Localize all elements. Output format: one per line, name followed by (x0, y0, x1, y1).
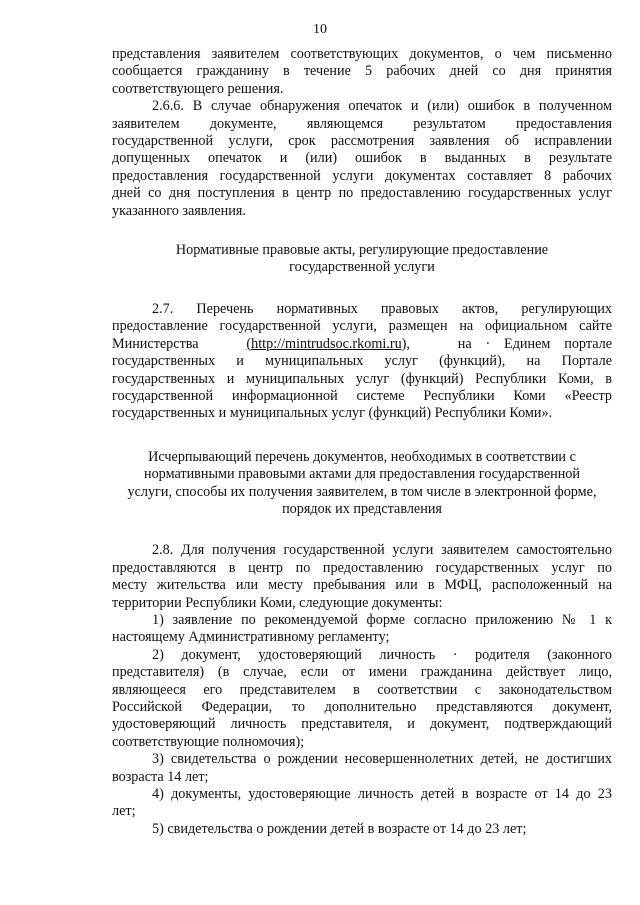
text-line: представителя) (в случае, если от имени гражданина действует лицо, (112, 664, 612, 681)
list-item-2 (112, 647, 612, 751)
paragraph-continuation (112, 46, 612, 98)
heading-line: государственной услуги (289, 259, 435, 276)
list-item-1 (112, 612, 612, 647)
list-item-3 (112, 751, 612, 786)
ministry-website-link[interactable]: (http://mintrudsoc.rkomi.ru), (246, 335, 410, 352)
paragraph-2-6-6 (112, 98, 612, 220)
text-line: 4) документы, удостоверяющие личность детей в возрасте от 14 до 23 (152, 786, 612, 803)
text-line: сообщается гражданину в течение 5 рабочих дней со дня принятия (112, 63, 612, 80)
text-line: 2.7. Перечень нормативных правовых актов, регулирующих (152, 300, 612, 317)
section-heading-legal-acts (112, 242, 612, 277)
page-number: 10 (313, 22, 327, 37)
section-heading-documents (112, 449, 612, 519)
text-line: государственных и муниципальных услуг (функций), на Портале (112, 353, 612, 370)
text-line: 5) свидетельства о рождении детей в возрасте от 14 до 23 лет; (152, 820, 527, 837)
text-line: предоставляются в центр по предоставлению государственных услуг по (112, 559, 612, 576)
text-line: Российской Федерации, то дополнительно представляются документ, (112, 699, 612, 715)
text-fragment: на · Единем портале (457, 335, 612, 352)
text-line: представления заявителем соответствующих документов, о чем письменно (112, 46, 612, 62)
text-line: 2.6.6. В случае обнаружения опечаток и (или) ошибок в полученном (152, 98, 612, 115)
text-line: указанного заявления. (112, 202, 246, 219)
text-line: 1) заявление по рекомендуемой форме согласно приложению № 1 к (152, 611, 612, 628)
document-body (112, 46, 612, 838)
text-fragment: Министерства (112, 335, 199, 352)
heading-line: порядок их представления (282, 500, 442, 517)
heading-line: Нормативные правовые акты, регулирующие предоставление (175, 242, 549, 259)
text-line: государственной услуги, срок рассмотрения заявления об исправлении (112, 133, 612, 150)
text-line: 2) документ, удостоверяющий личность · родителя (законного (152, 646, 612, 663)
paragraph-2-8 (112, 542, 612, 612)
text-line: 2.8. Для получения государственной услуги заявителем самостоятельно (152, 542, 612, 559)
text-line: лет; (112, 803, 136, 820)
text-line: допущенных опечаток и (или) ошибок в выданных в результате (112, 150, 612, 167)
text-line: территории Республики Коми, следующие документы: (112, 594, 443, 611)
text-line: предоставление государственной услуги, размещен на официальном сайте (112, 318, 612, 335)
heading-line: услуги, способы их получения заявителем, в том числе в электронной форме, (127, 483, 597, 500)
text-line: возраста 14 лет; (112, 768, 209, 785)
text-line: соответствующего решения. (112, 80, 284, 97)
text-line: настоящему Административному регламенту; (112, 629, 390, 646)
text-line-with-link (112, 336, 612, 353)
text-line: государственных и муниципальных услуг (функций) Республики Коми, в (112, 370, 612, 387)
text-line: предоставления государственной услуги документах составляет 8 рабочих (112, 167, 612, 184)
paragraph-2-7 (112, 301, 612, 423)
list-item-4 (112, 786, 612, 821)
text-line: являющееся его представителем в соответствии с законодательством (112, 681, 612, 698)
list-item-5 (112, 821, 612, 838)
text-line: государственной информационной системе Республики Коми «Реестр (112, 387, 612, 404)
text-line: заявителем документе, являющемся результатом предоставления (112, 115, 612, 132)
text-line: соответствующие полномочия); (112, 733, 305, 750)
text-line: дней со дня поступления в центр по предоставлению государственных услуг (112, 185, 612, 202)
heading-line: нормативными правовыми актами для предоставления государственной (144, 466, 580, 483)
text-line: месту жительства или месту пребывания или в МФЦ, расположенный на (112, 577, 612, 594)
text-line: 3) свидетельства о рождении несовершеннолетних детей, не достигших (152, 751, 612, 768)
text-line: удостоверяющий личность представителя, и документ, подтверждающий (112, 716, 612, 733)
heading-line: Исчерпывающий перечень документов, необходимых в соответствии с (148, 448, 576, 465)
text-line: государственных и муниципальных услуг (функций) Республики Коми». (112, 405, 553, 422)
